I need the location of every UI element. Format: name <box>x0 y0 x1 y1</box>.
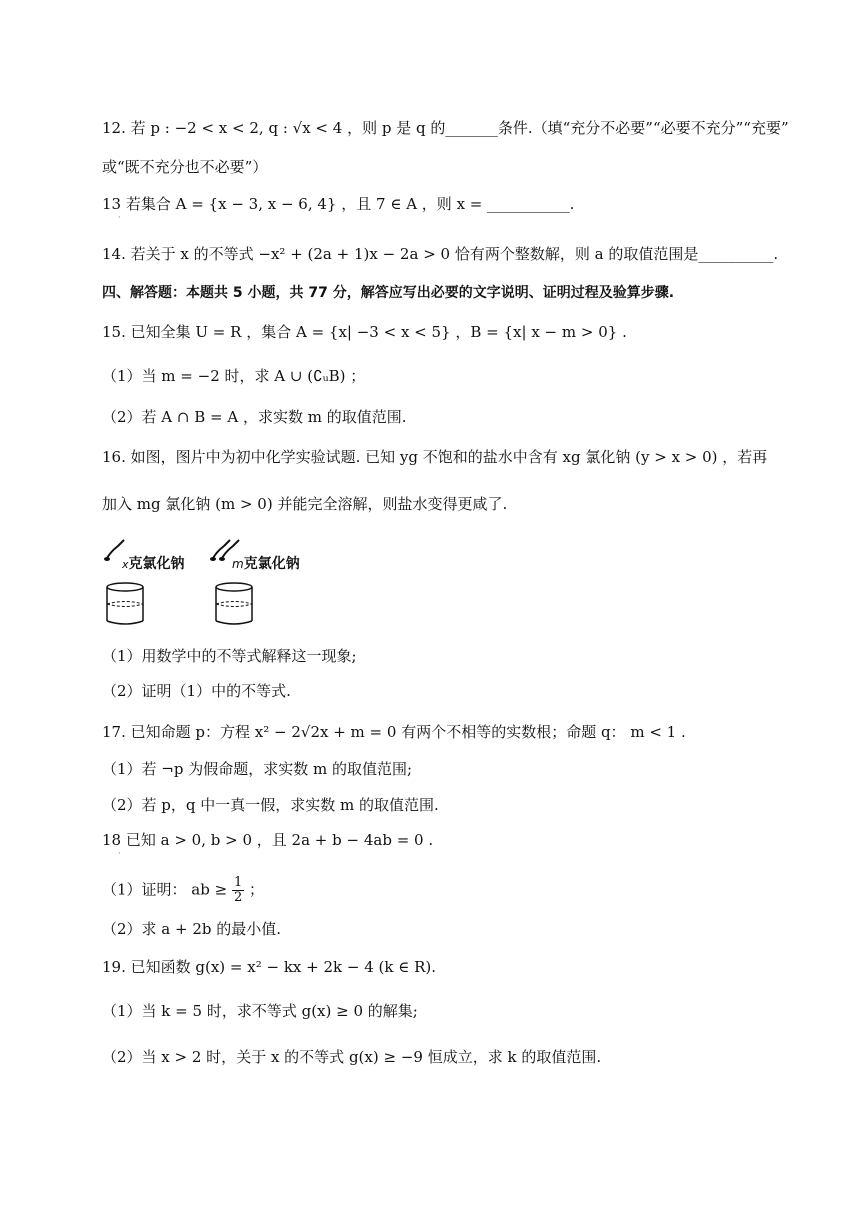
q16-line2: 加入 mg 氯化钠 (m > 0) 并能完全溶解，则盐水变得更咸了. <box>102 495 508 513</box>
q19-stem: 19. 已知函数 g(x) = x² − kx + 2k − 4 (k ∈ R). <box>102 958 437 976</box>
q13-dot: · <box>118 213 121 222</box>
fig-left-var: x <box>122 558 129 571</box>
q16-part2: （2）证明（1）中的不等式. <box>102 682 291 700</box>
q12-line2: 或“既不充分也不必要”） <box>102 158 268 176</box>
spoon-icon <box>104 540 124 561</box>
q17-part2: （2）若 p，q 中一真一假，求实数 m 的取值范围. <box>102 796 439 814</box>
q16-part1: （1）用数学中的不等式解释这一现象; <box>102 647 357 665</box>
q19-part2: （2）当 x > 2 时，关于 x 的不等式 g(x) ≥ −9 恒成立，求 k 的取值范围. <box>102 1048 602 1066</box>
q16-line1: 16. 如图，图片中为初中化学实验试题. 已知 yg 不饱和的盐水中含有 xg 氯化钠 (y > x > 0) ，若再 <box>102 448 768 466</box>
q17-stem: 17. 已知命题 p：方程 x² − 2√2x + m = 0 有两个不相等的实数根；命题 q： m < 1 . <box>102 723 686 741</box>
q15-stem: 15. 已知全集 U = R ，集合 A = {x| −3 < x < 5} ，B = {x| x − m > 0} . <box>102 323 627 341</box>
fraction-numerator: 1 <box>233 875 243 890</box>
q18-part2: （2）求 a + 2b 的最小值. <box>102 920 282 938</box>
q15-part2: （2）若 A ∩ B = A ，求实数 m 的取值范围. <box>102 408 407 426</box>
fig-right-var: m <box>232 557 244 571</box>
section-heading: 四、解答题：本题共 5 小题，共 77 分，解答应写出必要的文字说明、证明过程及验算步骤. <box>102 285 675 301</box>
fig-left-label <box>122 553 185 573</box>
fraction-denominator: 2 <box>233 890 243 905</box>
q18-part1-suffix: ； <box>249 880 265 899</box>
q18-dot: · <box>118 849 121 858</box>
fig-left-text: 克氯化钠 <box>128 556 185 572</box>
q14-text: 14. 若关于 x 的不等式 −x² + (2a + 1)x − 2a > 0 恰有两个整数解，则 a 的取值范围是__________. <box>102 245 779 263</box>
q18-part1-prefix: （1）证明： ab ≥ <box>102 880 228 899</box>
q15-part1: （1）当 m = −2 时，求 A ∪ (∁ᵤB) ； <box>102 367 366 385</box>
q19-part1: （1）当 k = 5 时，求不等式 g(x) ≥ 0 的解集; <box>102 1002 418 1020</box>
q17-part1: （1）若 ¬p 为假命题，求实数 m 的取值范围; <box>102 760 413 778</box>
beaker-icon <box>107 583 143 624</box>
q18-stem: 18 已知 a > 0, b > 0 ，且 2a + b − 4ab = 0 . <box>102 831 434 849</box>
q18-part1 <box>102 876 264 905</box>
q12-line1: 12. 若 p : −2 < x < 2, q : √x < 4 ，则 p 是 q 的_______条件.（填“充分不必要”“必要不充分”“充要” <box>102 119 789 137</box>
fraction <box>232 876 244 905</box>
fig-right-label <box>232 553 300 573</box>
beaker-icon <box>216 583 252 624</box>
q13-text: 13 若集合 A = {x − 3, x − 6, 4} ，且 7 ∈ A ，则 x = ___________. <box>102 195 575 213</box>
fig-right-text: 克氯化钠 <box>243 556 300 572</box>
